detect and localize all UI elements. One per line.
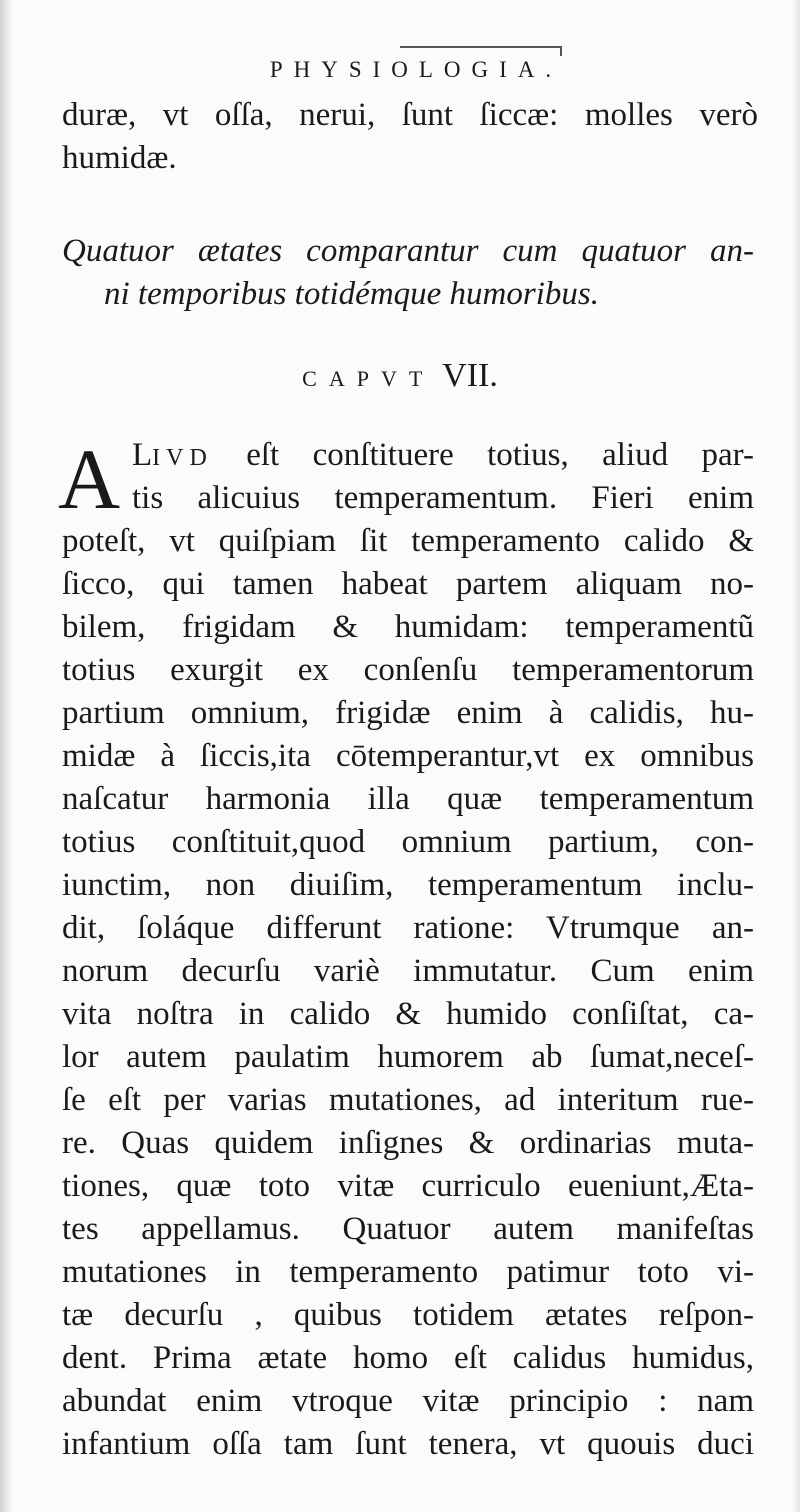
paragraph-line: ſe eſt per varias mutationes, ad interitum rue-	[62, 1082, 754, 1118]
paragraph-line: tiones, quæ toto vitæ curriculo eueniunt,Æta-	[62, 1168, 754, 1204]
chapter-word: CAPVT	[302, 366, 435, 391]
page-top-rule	[400, 46, 562, 48]
paragraph-line: tæ decurſu , quibus totidem ætates reſpon-	[62, 1297, 754, 1333]
text-line: humidæ.	[62, 140, 177, 176]
first-line-text: eſt conſtituere totius, aliud par-	[246, 437, 754, 473]
paragraph-line: tis alicuius temperamentum. Fieri enim	[132, 480, 754, 516]
first-word-small-caps: LIVD	[132, 437, 213, 473]
paragraph-line: totius exurgit ex conſenſu temperamentorum	[62, 652, 754, 688]
paragraph-line: vita noſtra in calido & humido conſiſtat, ca-	[62, 996, 754, 1032]
paragraph-line: bilem, frigidam & humidam: temperamentũ	[62, 609, 754, 645]
paragraph-line: ſicco, qui tamen habeat partem aliquam no-	[62, 566, 754, 602]
paragraph-line: midæ à ſiccis,ita cōtemperantur,vt ex omnibus	[62, 738, 754, 774]
paragraph-line: naſcatur harmonia illa quæ temperamentum	[62, 781, 754, 817]
paragraph-line: infantium oſſa tam ſunt tenera, vt quouis duci	[62, 1426, 754, 1462]
paragraph-line: tes appellamus. Quatuor autem manifeſtas	[62, 1211, 754, 1247]
paragraph-line: totius conſtituit,quod omnium partium, con-	[62, 824, 754, 860]
paragraph-line: norum decurſu variè immutatur. Cum enim	[62, 953, 754, 989]
running-head: PHYSIOLOGIA.	[269, 57, 563, 82]
paragraph-line: dent. Prima ætate homo eſt calidus humidus,	[62, 1340, 754, 1376]
chapter-numeral: VII.	[442, 357, 498, 394]
paragraph-line: poteſt, vt quiſpiam ſit temperamento calido &	[62, 523, 754, 559]
paragraph-line: dit, ſoláque differunt ratione: Vtrumque an-	[62, 910, 754, 946]
chapter-summary-line: Quatuor ætates comparantur cum quatuor an-	[62, 233, 754, 269]
page-edge-shadow	[792, 0, 800, 1512]
paragraph-line: lor autem paulatim humorem ab ſumat,neceſ-	[62, 1039, 754, 1075]
page-gutter-shadow	[0, 0, 14, 1512]
chapter-heading	[0, 356, 800, 399]
paragraph-line: mutationes in temperamento patimur toto vi-	[62, 1254, 754, 1290]
paragraph-first-line	[132, 434, 754, 480]
page-top-rule-tick	[560, 46, 562, 56]
paragraph-line: re. Quas quidem inſignes & ordinarias muta-	[62, 1125, 754, 1161]
chapter-summary-line: ni temporibus totidémque humoribus.	[104, 276, 599, 312]
drop-cap: A	[58, 431, 121, 527]
paragraph-line: abundat enim vtroque vitæ principio : nam	[62, 1383, 754, 1419]
paragraph-line: partium omnium, frigidæ enim à calidis, hu-	[62, 695, 754, 731]
text-line: duræ, vt oſſa, nerui, ſunt ſiccæ: molles verò	[62, 97, 758, 133]
paragraph-line: iunctim, non diuiſim, temperamentum inclu-	[62, 867, 754, 903]
